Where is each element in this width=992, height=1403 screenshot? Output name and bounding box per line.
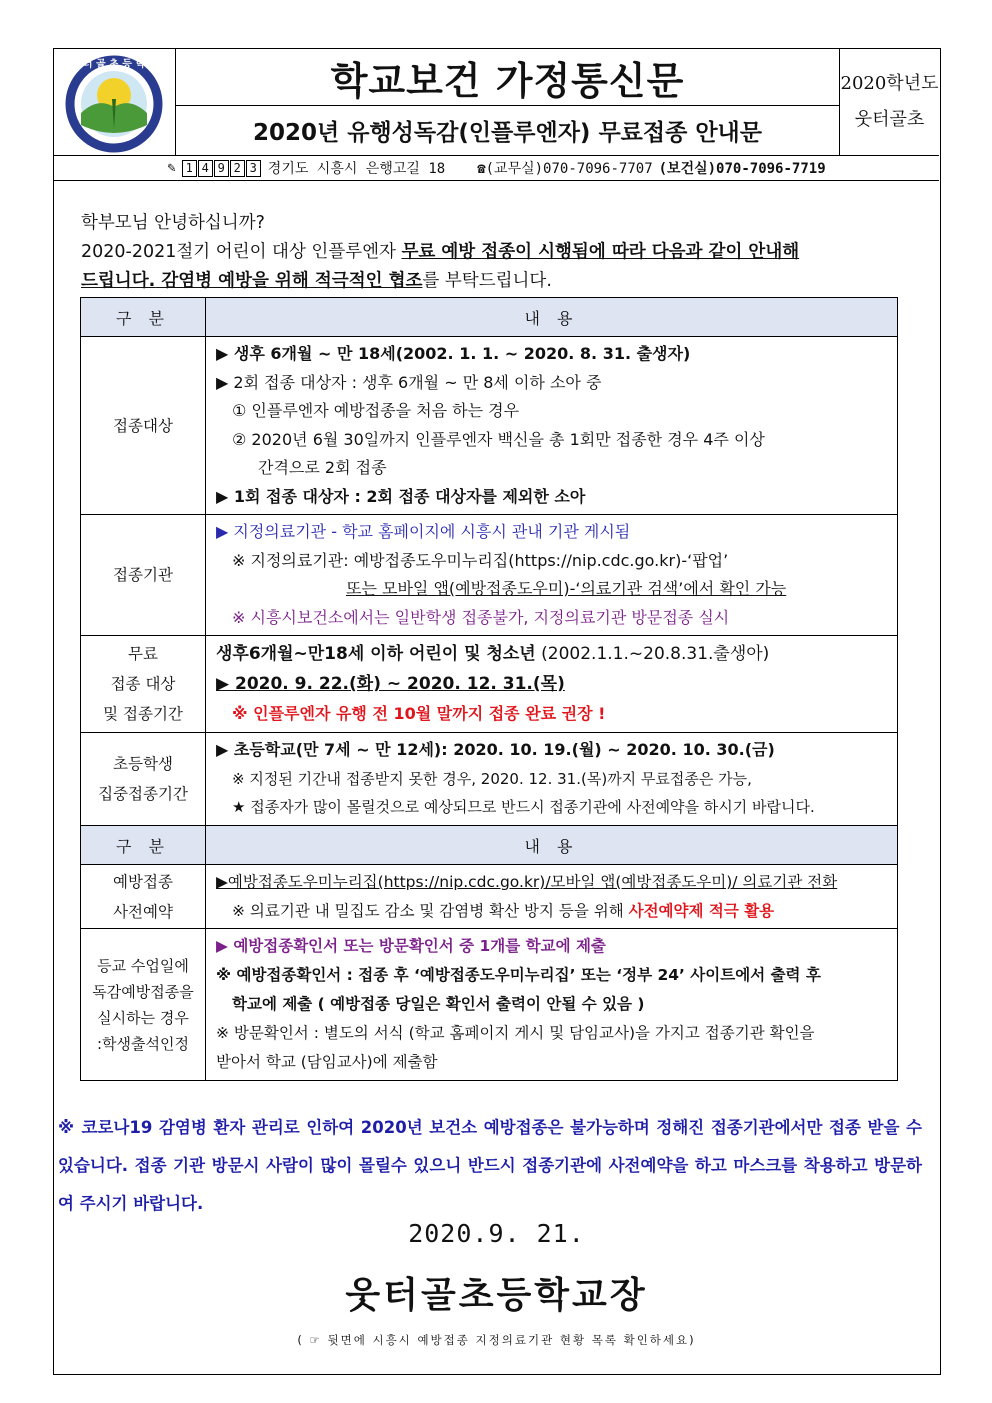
intro-text [81,209,911,296]
content-line: ※ 시흥시보건소에서는 일반학생 접종불가, 지정의료기관 방문접종 실시 [232,607,730,627]
title-cell [176,49,839,155]
content-span: (2002.1.1.~20.8.31.출생아) [541,644,770,664]
address: 경기도 시흥시 은행고길 18 [267,161,446,177]
content-line: ▶ 1회 접종 대상자 : 2회 접종 대상자를 제외한 소아 [216,486,586,506]
row-content [206,733,898,826]
zip-digit: 2 [230,160,245,177]
content-line: ※ 지정의료기관: 예방접종도우미누리집(https://nip.cdc.go.kr)-‘팝업’ [232,550,729,570]
table-row [81,733,898,826]
zip-digit: 3 [246,160,261,177]
footer-note: ( ☞ 뒷면에 시흥시 예방접종 지정의료기관 현황 목록 확인하세요) [297,1333,696,1347]
content-line: ▶예방접종도우미누리집(https://nip.cdc.go.kr)/모바일 앱(예방접종도우미)/ 의료기관 전화 [216,873,838,891]
header-content: 내 용 [206,298,898,337]
table-header-row [81,826,898,865]
table-row [81,337,898,515]
school-logo-cell [54,49,176,155]
school-logo-icon [54,49,174,153]
label-line: 초등학생 [113,754,173,773]
content-line: ② 2020년 6월 30일까지 인플루엔자 백신을 총 1회만 접종한 경우 4주 이상 [232,429,765,449]
row-content [206,636,898,733]
covid-notice: ※ 코로나19 감염병 환자 관리로 인하여 2020년 보건소 예방접종은 불가능하며 정해진 접종기관에서만 접종 받을 수 있습니다. 접종 기관 방문시 사람이 많이 몰릴수 있으니 반드시 접종기관에 사전예약을 하고 마스크를 착용하고 방문하여 주시기 바랍니다. [58,1118,922,1213]
intro-emphasis: 무료 예방 접종이 시행됨에 따라 다음과 같이 안내해 [401,242,800,262]
row-label [81,636,206,733]
year-cell [839,49,939,155]
row-label [81,929,206,1081]
label-line: 접종 대상 [110,675,176,693]
content-line: ▶ 생후 6개월 ~ 만 18세(2002. 1. 1. ~ 2020. 8. 31. 출생자) [216,344,691,363]
intro-emphasis: 감염병 예방을 위해 적극적인 협조 [155,271,423,291]
content-line: ※ 인플루엔자 유행 전 10월 말까지 접종 완료 권장 ! [232,704,606,723]
header [54,49,939,157]
document-frame [53,48,941,1375]
intro-text-span: 를 부탁드립니다. [422,271,552,291]
page-title: 학교보건 가정통신문 [176,49,839,106]
table-row [81,515,898,636]
principal-signature: 웃터골초등학교장 [345,1275,648,1316]
zip-digit: 9 [214,160,229,177]
label-line: 독감예방접종을 [92,982,194,1001]
zip-digit: 4 [198,160,213,177]
vaccination-info-table [80,297,898,826]
row-content [206,865,898,929]
label-line: 및 접종기간 [103,705,183,723]
svg-text:웃 터 골 초 등 학 교: 웃 터 골 초 등 학 교 [69,59,159,70]
content-line: ▶ 2회 접종 대상자 : 생후 6개월 ~ 만 8세 이하 소아 중 [216,372,602,392]
intro-text-span: 2020-2021절기 어린이 대상 인플루엔자 [81,242,402,262]
content-line: 또는 모바일 앱(예방접종도우미)-‘의료기관 검색’에서 확인 가능 [346,579,787,598]
page-subtitle: 2020년 유행성독감(인플루엔자) 무료접종 안내문 [253,120,762,146]
zip-digit: 1 [182,160,197,177]
header-category: 구 분 [81,826,206,865]
intro-emphasis: 드립니다. [81,271,156,291]
row-label [81,865,206,929]
content-line: ① 인플루엔자 예방접종을 처음 하는 경우 [232,401,520,420]
content-line: ※ 방문확인서 : 별도의 서식 (학교 홈페이지 게시 및 담임교사)을 가지고 접종기관 확인을 [216,1024,815,1042]
row-label [81,733,206,826]
label-line: :학생출석인정 [97,1034,189,1053]
reservation-table [80,825,898,1081]
content-line: ▶ 지정의료기관 - 학교 홈페이지에 시흥시 관내 기관 게시됨 [216,522,631,541]
content-line: ※ 예방접종확인서 : 접종 후 ‘예방접종도우미누리집’ 또는 ‘정부 24’ 사이트에서 출력 후 [216,966,821,984]
header-category: 구 분 [81,298,206,337]
table-header-row [81,298,898,337]
label-line: 사전예약 [113,902,173,921]
label-line: 집중접종기간 [98,784,188,803]
content-line [216,897,887,926]
content-line [216,639,887,669]
address-bar [54,155,939,181]
content-line: 받아서 학교 (담임교사)에 제출함 [216,1053,438,1071]
row-content [206,515,898,636]
mail-icon: ✎ [167,160,176,176]
label-line: 예방접종 [113,872,173,891]
label-line: 무료 [128,645,158,663]
content-line: ▶ 예방접종확인서 또는 방문확인서 중 1개를 학교에 제출 [216,937,606,955]
label-line: 실시하는 경우 [97,1008,189,1027]
row-content [206,337,898,515]
school-year: 2020학년도 [840,73,939,94]
row-label: 접종대상 [81,337,206,515]
table-row [81,636,898,733]
phone-health: (보건실)070-7096-7719 [658,161,826,177]
row-content [206,929,898,1081]
content-line: 학교에 제출 ( 예방접종 당일은 확인서 출력이 안될 수 있음 ) [232,995,645,1013]
content-line: ▶ 2020. 9. 22.(화) ~ 2020. 12. 31.(목) [216,674,565,694]
phone-office: ☎(교무실)070-7096-7707 [477,161,653,177]
table-row [81,865,898,929]
intro-line-3 [81,267,911,296]
content-span: ※ 의료기관 내 밀집도 감소 및 감염병 확산 방지 등을 위해 [232,901,629,920]
content-span: 생후6개월~만18세 이하 어린이 및 청소년 [216,644,536,664]
greeting: 학부모님 안녕하십니까? [81,213,265,233]
issue-date: 2020.9. 21. [408,1219,585,1248]
content-line: 간격으로 2회 접종 [258,458,387,477]
intro-line-2 [81,238,911,267]
content-line: ▶ 초등학교(만 7세 ~ 만 12세): 2020. 10. 19.(월) ~ 2020. 10. 30.(금) [216,740,775,759]
content-span: 사전예약제 적극 활용 [628,901,775,920]
row-label: 접종기관 [81,515,206,636]
table-row [81,929,898,1081]
content-line: ★ 접종자가 많이 몰릴것으로 예상되므로 반드시 접종기관에 사전예약을 하시기 바랍니다. [232,798,815,816]
label-line: 등교 수업일에 [97,956,189,975]
zip-code [182,160,262,177]
header-content: 내 용 [206,826,898,865]
school-short-name: 웃터골초 [854,109,925,130]
content-line: ※ 지정된 기간내 접종받지 못한 경우, 2020. 12. 31.(목)까지 무료접종은 가능, [232,769,752,788]
